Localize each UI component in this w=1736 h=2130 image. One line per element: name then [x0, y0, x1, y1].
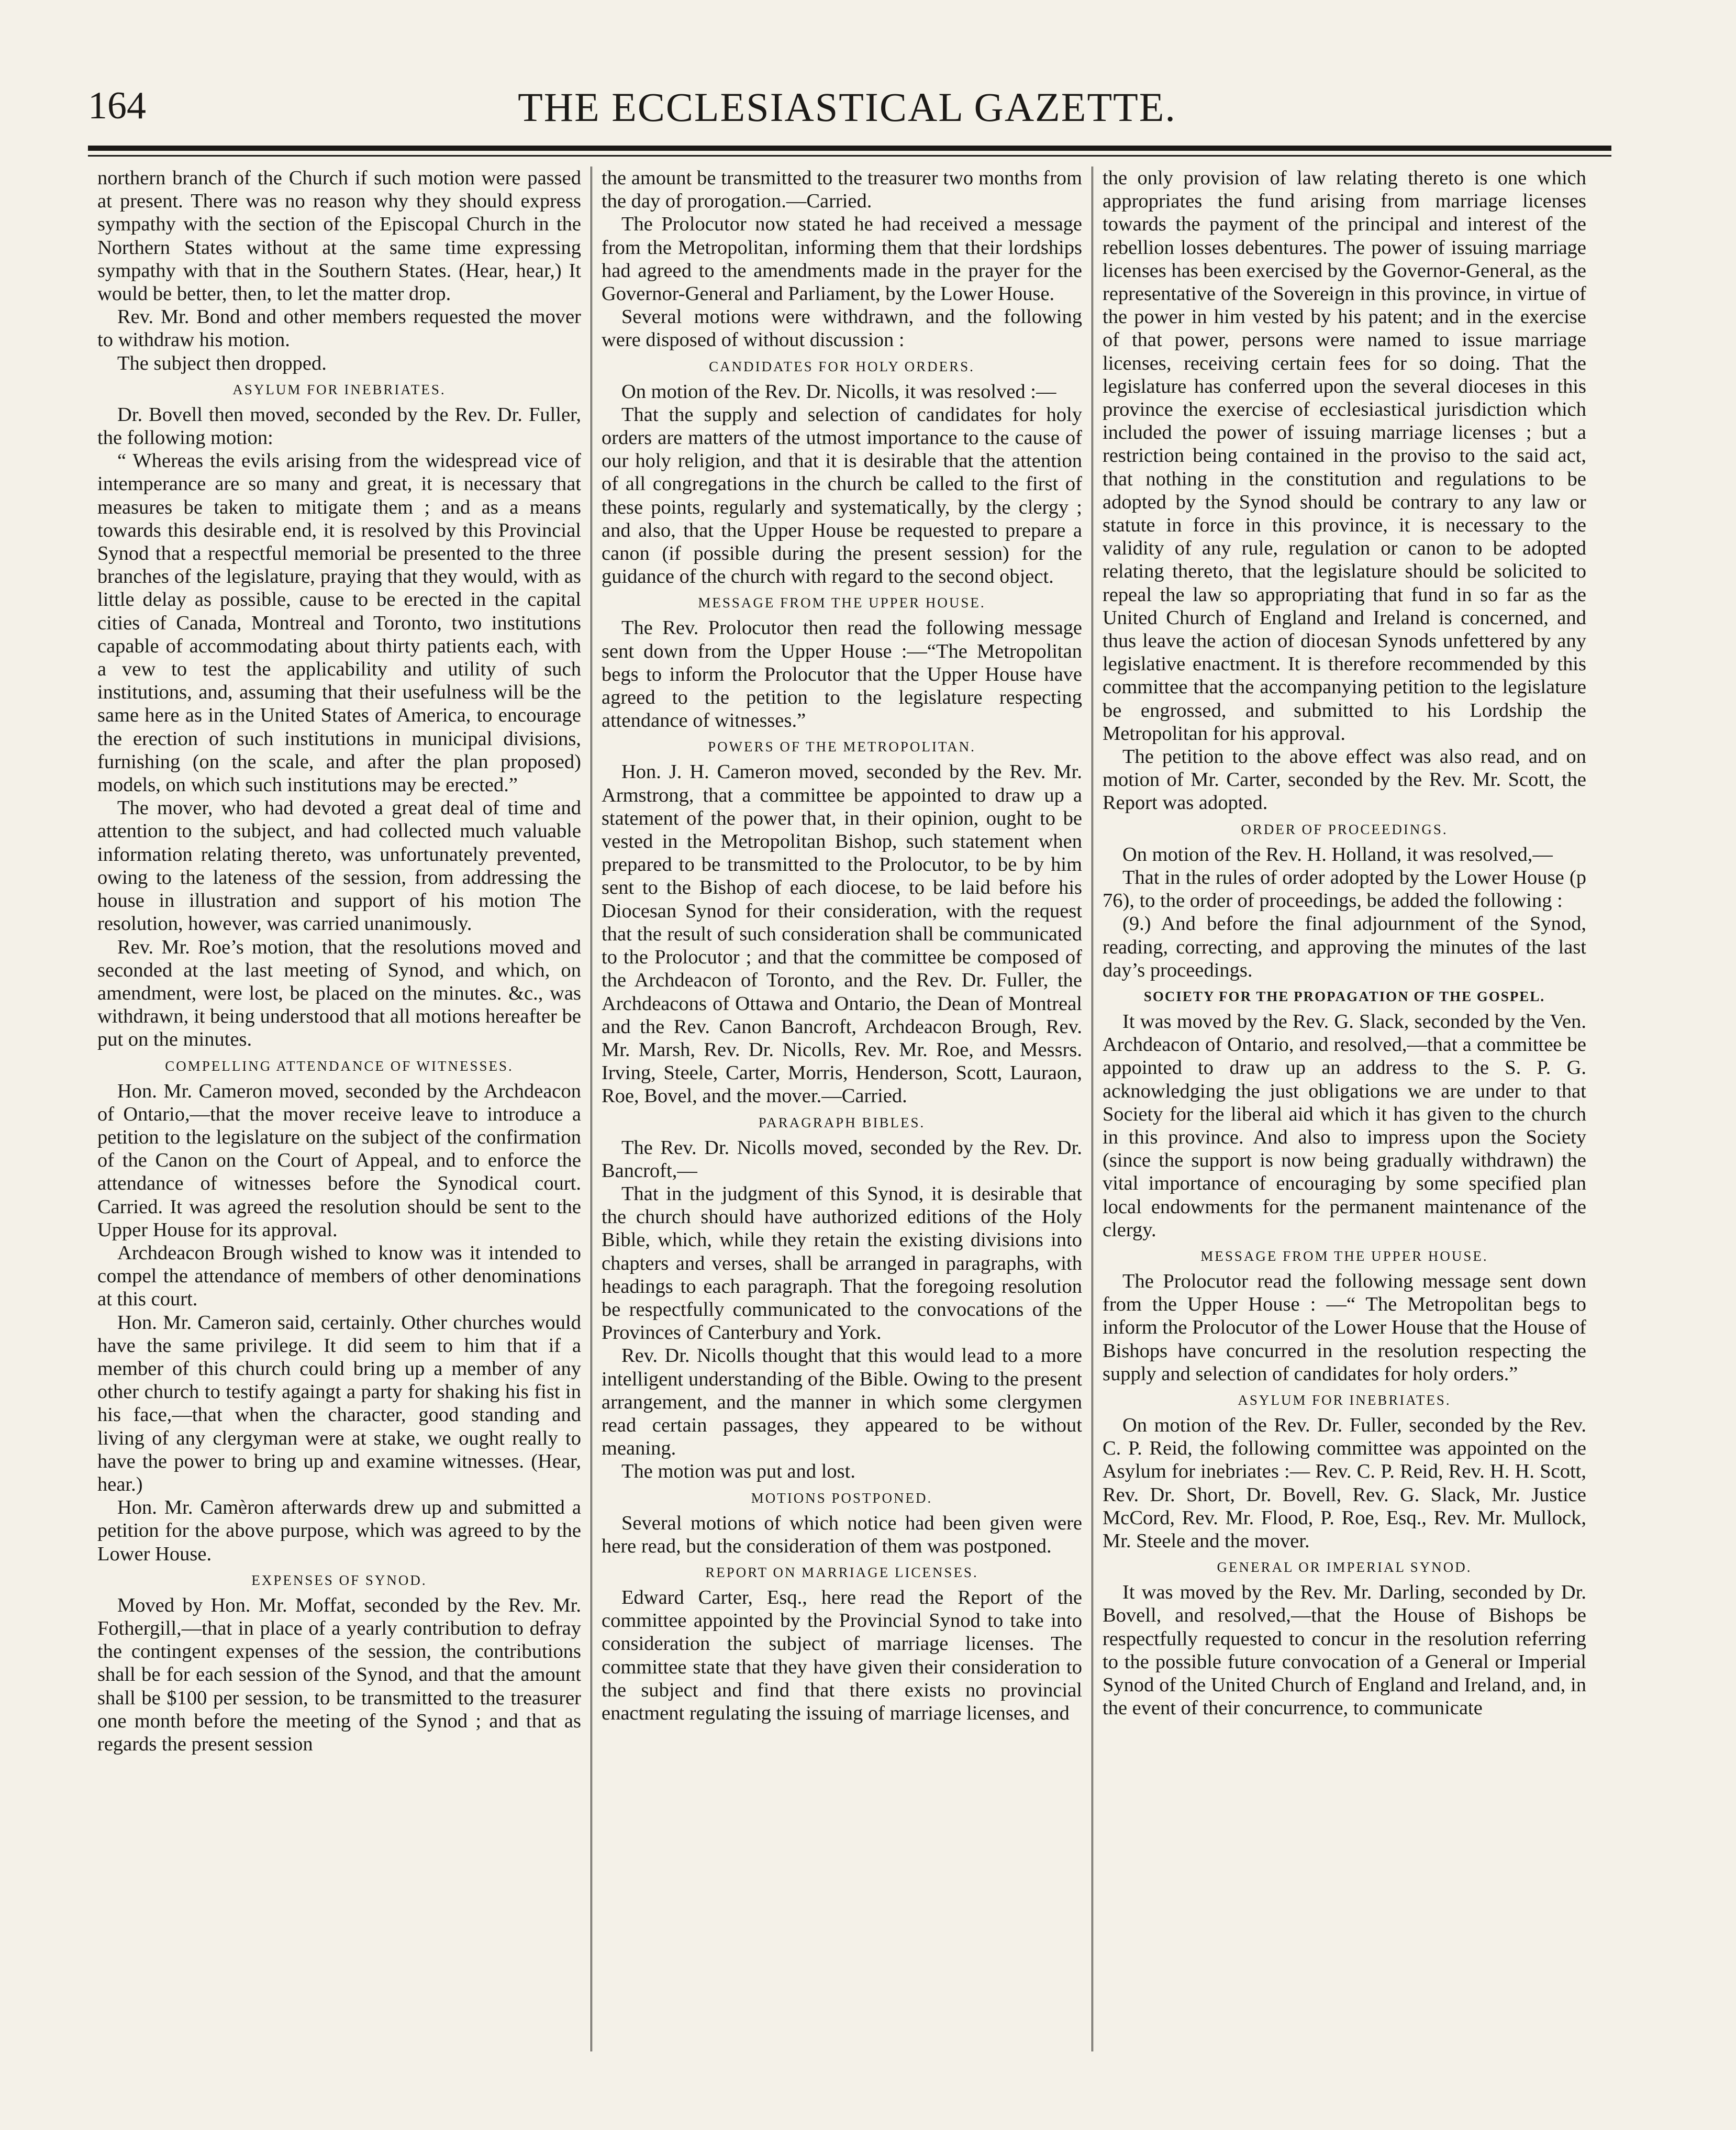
- column-right: [1093, 167, 1596, 2051]
- page-header: [88, 79, 1606, 136]
- paragraph: Rev. Mr. Bond and other members requested the mover to withdraw his motion.: [97, 306, 581, 351]
- page-number: 164: [88, 84, 146, 127]
- paragraph: Several motions of which notice had been given were here read, but the consideration of them was postponed.: [602, 1512, 1082, 1557]
- paragraph: On motion of the Rev. Dr. Nicolls, it was resolved :—: [621, 380, 1056, 403]
- paragraph: On motion of the Rev. H. Holland, it was resolved,—: [1122, 843, 1553, 866]
- header-rule-thick: [88, 146, 1611, 151]
- section-heading: EXPENSES OF SYNOD.: [251, 1572, 427, 1588]
- paragraph: That in the rules of order adopted by the Lower House (p 76), to the order of proceedings, be added the following :: [1103, 866, 1586, 912]
- paragraph: The motion was put and lost.: [621, 1460, 855, 1483]
- column-left: [88, 167, 591, 2051]
- paragraph: Several motions were withdrawn, and the following were disposed of without discussion :: [602, 306, 1082, 351]
- section-heading: MOTIONS POSTPONED.: [751, 1490, 933, 1506]
- paragraph: Dr. Bovell then moved, seconded by the Rev. Dr. Fuller, the following motion:: [97, 403, 581, 449]
- paragraph: Hon. Mr. Cameron said, certainly. Other churches would have the same privilege. It did seem to him that if a member of this church could bring up a member of any other church to testify againgt a party for shaking his fist in his face,—that when the character, good standing and living of any clergyman were at stake, we ought really to have the power to bring up and examine witnesses. (Hear, hear.): [97, 1311, 581, 1495]
- paragraph: It was moved by the Rev. G. Slack, seconded by the Ven. Archdeacon of Ontario, and resolved,—that a committee be appointed to draw up an address to the S. P. G. acknowledging the just obligations we are under to that Society for the liberal aid which it has given to the church in this province. And also to impress upon the Society (since the support is now being gradually withdrawn) the vital importance of encouraging by some specified plan local endowments for the permanent maintenance of the clergy.: [1103, 1010, 1586, 1241]
- paragraph: Rev. Dr. Nicolls thought that this would lead to a more intelligent understanding of the Bible. Owing to the present arrangement, and the manner in which some clergymen read certain passages, they appeared to be without meaning.: [602, 1345, 1082, 1460]
- paragraph: The Rev. Dr. Nicolls moved, seconded by the Rev. Dr. Bancroft,—: [602, 1136, 1082, 1182]
- column-middle: [591, 167, 1093, 2051]
- paragraph: It was moved by the Rev. Mr. Darling, seconded by Dr. Bovell, and resolved,—that the House of Bishops be respectfully requested to concur in the resolution referring to the possible future convocation of a General or Imperial Synod of the United Church of England and Ireland, and, in the event of their concurrence, to communicate: [1103, 1581, 1586, 1719]
- paragraph: The Rev. Prolocutor then read the following message sent down from the Upper House :—“The Metropolitan begs to inform the Prolocutor that the Upper House have agreed to the petition to the legislature respecting attendance of witnesses.”: [602, 617, 1082, 732]
- paragraph: northern branch of the Church if such motion were passed at present. There was no reason why they should express sympathy with the section of the Episcopal Church in the Northern States without at the same time expressing sympathy with that in the Southern States. (Hear, hear,) It would be better, then, to let the matter drop.: [97, 167, 581, 305]
- section-heading: MESSAGE FROM THE UPPER HOUSE.: [698, 595, 986, 611]
- section-heading: COMPELLING ATTENDANCE OF WITNESSES.: [165, 1058, 514, 1074]
- section-heading: PARAGRAPH BIBLES.: [758, 1114, 926, 1130]
- paragraph: The mover, who had devoted a great deal of time and attention to the subject, and had collected much valuable information relating thereto, was unfortunately prevented, owing to the lateness of the session, from addressing the house in illustration and support of his motion The resolution, however, was carried unanimously.: [97, 797, 581, 935]
- paragraph: Hon. J. H. Cameron moved, seconded by the Rev. Mr. Armstrong, that a committee be appointed to draw up a statement of the power that, in their opinion, ought to be vested in the Metropolitan Bishop, such statement when prepared to be transmitted to the Prolocutor, to be by him sent to the Bishop of each diocese, to be laid before his Diocesan Synod for their consideration, with the request that the result of such consideration shall be communicated to the Prolocutor ; and that the committee be composed of the Archdeacon of Toronto, and the Rev. Dr. Fuller, the Archdeacons of Ottawa and Ontario, the Dean of Montreal and the Rev. Canon Bancroft, Archdeacon Brough, Rev. Mr. Marsh, Rev. Dr. Nicolls, Rev. Mr. Roe, and Messrs. Irving, Steele, Carter, Morris, Henderson, Scott, Lauraon, Roe, Bovel, and the mover.—Carried.: [602, 761, 1082, 1107]
- paragraph: That the supply and selection of candidates for holy orders are matters of the utmost importance to the cause of our holy religion, and that it is desirable that the attention of all congregations in the church be called to the first of these points, regularly and systematically, by the clergy ; and also, that the Upper House be requested to prepare a canon (if possible during the present session) for the guidance of the church with regard to the second object.: [602, 403, 1082, 588]
- section-heading: ORDER OF PROCEEDINGS.: [1241, 821, 1448, 837]
- section-heading: REPORT ON MARRIAGE LICENSES.: [705, 1564, 978, 1580]
- section-heading: CANDIDATES FOR HOLY ORDERS.: [709, 358, 975, 374]
- article-columns: [88, 167, 1611, 2051]
- paragraph: Edward Carter, Esq., here read the Report of the committee appointed by the Provincial Synod to take into consideration the subject of marriage licenses. The committee state that they have given their consideration to the subject and find that there exists no provincial enactment regulating the issuing of marriage licenses, and: [602, 1586, 1082, 1724]
- header-rule-thin: [88, 155, 1611, 157]
- paragraph: The Prolocutor now stated he had received a message from the Metropolitan, informing them that their lordships had agreed to the amendments made in the prayer for the Governor-General and Parliament, by the Lower House.: [602, 213, 1082, 305]
- paragraph: On motion of the Rev. Dr. Fuller, seconded by the Rev. C. P. Reid, the following committee was appointed on the Asylum for inebriates :— Rev. C. P. Reid, Rev. H. H. Scott, Rev. Dr. Short, Dr. Bovell, Rev. G. Slack, Mr. Justice McCord, Rev. Mr. Flood, P. Roe, Esq., Rev. Mr. Mullock, Mr. Steele and the mover.: [1103, 1414, 1586, 1552]
- section-heading: ASYLUM FOR INEBRIATES.: [232, 381, 446, 397]
- section-heading: POWERS OF THE METROPOLITAN.: [708, 739, 976, 755]
- paragraph: The subject then dropped.: [117, 352, 327, 374]
- section-heading: SOCIETY FOR THE PROPAGATION OF THE GOSPEL.: [1143, 988, 1545, 1004]
- section-heading: ASYLUM FOR INEBRIATES.: [1238, 1392, 1451, 1408]
- paragraph: Hon. Mr. Cameron moved, seconded by the Archdeacon of Ontario,—that the mover receive leave to introduce a petition to the legislature on the subject of the confirmation of the Canon on the Court of Appeal, and to enforce the attendance of witnesses before the Synodical court. Carried. It was agreed the resolution should be sent to the Upper House for its approval.: [97, 1080, 581, 1241]
- paragraph: That in the judgment of this Synod, it is desirable that the church should have authorized editions of the Holy Bible, which, while they retain the existing divisions into chapters and verses, shall be arranged in paragraphs, with headings to each paragraph. That the foregoing resolution be respectfully communicated to the convocations of the Provinces of Canterbury and York.: [602, 1182, 1082, 1344]
- paragraph: the amount be transmitted to the treasurer two months from the day of prorogation.—Carried.: [602, 167, 1082, 213]
- masthead-title: THE ECCLESIASTICAL GAZETTE.: [518, 84, 1176, 130]
- paragraph: The Prolocutor read the following message sent down from the Upper House : —“ The Metropolitan begs to inform the Prolocutor of the Lower House that the House of Bishops have concurred in the resolution respecting the supply and selection of candidates for holy orders.”: [1103, 1270, 1586, 1385]
- paragraph: (9.) And before the final adjournment of the Synod, reading, correcting, and approving the minutes of the last day’s proceedings.: [1103, 913, 1586, 981]
- section-heading: MESSAGE FROM THE UPPER HOUSE.: [1200, 1248, 1488, 1264]
- paragraph: Archdeacon Brough wished to know was it intended to compel the attendance of members of other denominations at this court.: [97, 1241, 581, 1311]
- section-heading: GENERAL OR IMPERIAL SYNOD.: [1217, 1559, 1472, 1576]
- paragraph: Hon. Mr. Camèron afterwards drew up and submitted a petition for the above purpose, which was agreed to by the Lower House.: [97, 1496, 581, 1565]
- paragraph: “ Whereas the evils arising from the widespread vice of intemperance are so many and great, it is necessary that measures be taken to mitigate them ; and as a means towards this desirable end, it is resolved by this Provincial Synod that a respectful memorial be presented to the three branches of the legislature, praying that they would, with as little delay as possible, cause to be erected in the capital cities of Canada, Montreal and Toronto, two institutions capable of accommodating about thirty patients each, with a vew to test the applicability and utility of such institutions, and, assuming that their usefulness will be the same here as in the United States of America, to encourage the erection of such institutions in municipal divisions, furnishing (on the scale, and after the plan proposed) models, on which such institutions may be erected.”: [97, 450, 581, 796]
- paragraph: the only provision of law relating thereto is one which appropriates the fund arising from marriage licenses towards the payment of the principal and interest of the rebellion losses debentures. The power of issuing marriage licenses has been exercised by the Governor-General, as the representative of the Sovereign in this province, in virtue of the power in him vested by his patent; and in the exercise of that power, persons were named to issue marriage licenses, receiving certain fees for so doing. That the legislature has conferred upon the several dioceses in this province the exercise of ecclesiastical jurisdiction which included the power of issuing marriage licenses ; but a restriction being contained in the proviso to the said act, that nothing in the constitution and regulations to be adopted by the Synod should be contrary to any law or statute in force in this province, it is necessary to the validity of any rule, regulation or canon to be adopted relating thereto, that the legislature should be solicited to repeal the law so appropriating that fund in so far as the United Church of England and Ireland is concerned, and thus leave the action of diocesan Synods unfettered by any legislative enactment. It is therefore recommended by this committee that the accompanying petition to the legislature be engrossed, and submitted to his Lordship the Metropolitan for his approval.: [1103, 167, 1586, 745]
- paragraph: Rev. Mr. Roe’s motion, that the resolutions moved and seconded at the last meeting of Synod, and which, on amendment, were lost, be placed on the minutes. &c., was withdrawn, it being understood that all motions hereafter be put on the minutes.: [97, 936, 581, 1051]
- paragraph: Moved by Hon. Mr. Moffat, seconded by the Rev. Mr. Fothergill,—that in place of a yearly contribution to defray the contingent expenses of the session, the contributions shall be for each session of the Synod, and that the amount shall be $100 per session, to be transmitted to the treasurer one month before the meeting of the Synod ; and that as regards the present session: [97, 1594, 581, 1755]
- paragraph: The petition to the above effect was also read, and on motion of Mr. Carter, seconded by the Rev. Mr. Scott, the Report was adopted.: [1103, 746, 1586, 814]
